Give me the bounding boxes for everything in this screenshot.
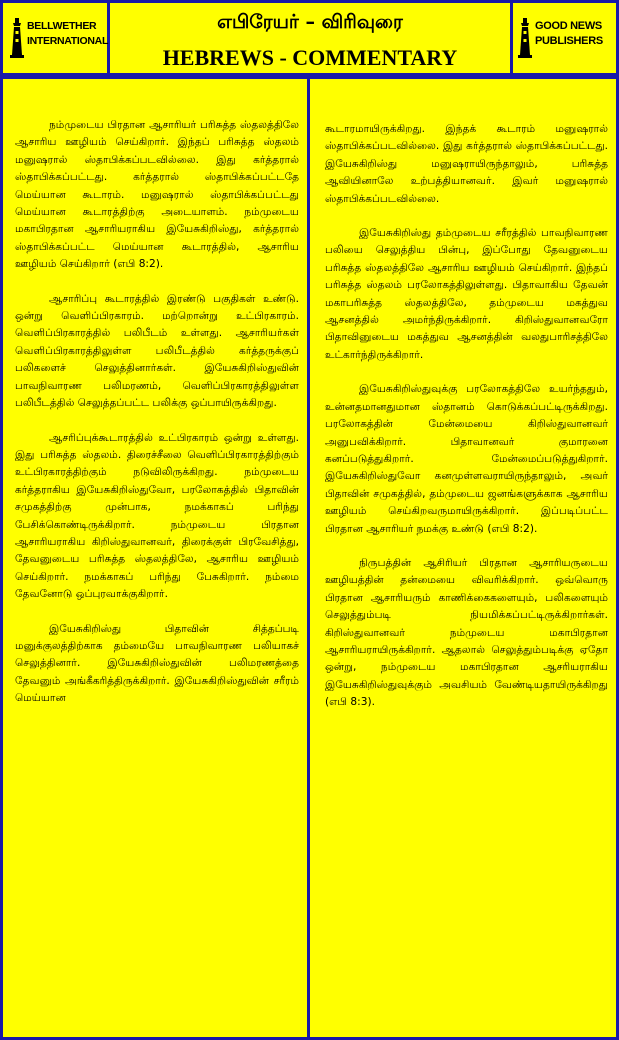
logo-text-left bbox=[27, 19, 108, 49]
right-column bbox=[313, 79, 616, 1037]
logo-text-right bbox=[535, 19, 603, 49]
publisher-logo-left bbox=[3, 3, 110, 73]
paragraph: ஆசரிப்புக்கூடாரத்தில் உட்பிரகாரம் ஒன்று உள்ளது. இது பரிசுத்த ஸ்தலம். திரைச்சீலை வெளிப்பிரகாரத்திற்கும் உட்பிரகாரத்திற்கும் நடுவிலிருக்கிறது. நம்முடைய கர்த்தராகிய இயேசுகிறிஸ்துவோ, பரலோகத்தில் பிதாவின் சமுகத்திற்கு முன்பாக, நமக்காகப் பரிந்து பேசிக்கொண்டிருக்கிறார். நம்முடைய பிரதான ஆசாரியராகிய கிறிஸ்துவானவர், திரைக்குள் பிரவேசித்து, தேவனுடைய பரிசுத்த ஸ்தலத்திலே, ஆசாரிய ஊழியம் செய்கிறார். நமக்காகப் பரிந்து பேசுகிறார். நம்மை தேவனோடு ஒப்புரவாக்குகிறார். bbox=[15, 431, 299, 601]
paragraph-continuation: கூடாரமாயிருக்கிறது. இந்தக் கூடாரம் மனுஷரால் ஸ்தாபிக்கப்படவில்லை. இது கர்த்தரால் ஸ்தாபிக்கப்பட்டது. இயேசுகிறிஸ்து மனுஷராயிருந்தாலும், பரிசுத்த ஆவியினாலே உற்பத்தியானவர். இவர் மனுஷரால் ஸ்தாபிக்கப்படவில்லை. bbox=[325, 123, 608, 205]
logo-right-line2: PUBLISHERS bbox=[535, 35, 603, 47]
title-english: HEBREWS - COMMENTARY bbox=[162, 45, 458, 70]
paragraph: நிருபத்தின் ஆசிரியர் பிரதான ஆசாரியருடைய ஊழியத்தின் தன்மையை விவரிக்கிறார். ஒவ்வொரு பிரதான ஆசாரியரும் காணிக்கைகளையும், பலிகளையும் செலுத்தும்படி நியமிக்கப்பட்டிருக்கிறார்கள். கிறிஸ்துவானவர் நம்முடைய மகாபிரதான ஆசாரியராயிருக்கிறார். ஆதலால் செலுத்தும்படிக்கு ஏதோ ஒன்று, நம்முடைய மகாபிரதான ஆசரியராகிய இயேசுகிறிஸ்துவுக்கும் அவசியம் வேண்டியதாயிருக்கிறது (எபி 8:3). bbox=[325, 556, 608, 709]
left-column bbox=[3, 79, 310, 1037]
paragraph: இயேசுகிறிஸ்துவுக்கு பரலோகத்திலே உயர்ந்ததும், உன்னதமானதுமான ஸ்தானம் கொடுக்கப்பட்டிருக்கிறது. பரலோகத்தின் மேன்மையை கிறிஸ்துவானவர் அனுபவிக்கிறார். பிதாவானவர் குமாரனை கனப்படுத்துகிறார். மேன்மைப்படுத்துகிறார். இயேசுகிறிஸ்துவோ கனமுள்ளவராயிருந்தாலும், அவர் பிதாவின் சமுகத்தில், தம்முடைய ஜனங்களுக்காக ஆசாரிய ஊழியம் செய்கிறவருமாயிருக்கிறார். இப்படிப்பட்ட பிரதான ஆசாரியர் நமக்கு உண்டு (எபி 8:2). bbox=[325, 383, 608, 535]
lighthouse-icon bbox=[517, 17, 533, 59]
publisher-logo-right bbox=[513, 3, 616, 73]
paragraph: இயேசுகிறிஸ்து பிதாவின் சித்தப்படி மனுக்குலத்திற்காக தம்மையே பாவநிவாரண பலியாகச் செலுத்தினார். இயேசுகிறிஸ்துவின் பலிமரணத்தை தேவனும் அங்கீகரித்திருக்கிறார். இயேசுகிறிஸ்துவின் சரீரம் மெய்யான bbox=[15, 622, 299, 705]
title-tamil: எபிரேயர் – விரிவுரை bbox=[217, 11, 403, 33]
commentary-body bbox=[0, 76, 619, 1040]
paragraph: ஆசாரிப்பு கூடாரத்தில் இரண்டு பகுதிகள் உண்டு. ஒன்று வெளிப்பிரகாரம். மற்றொன்று உட்பிரகாரம். வெளிப்பிரகாரத்தில் பலிபீடம் உள்ளது. ஆசாரியர்கள் வெளிப்பிரகாரத்திலுள்ள பலிபீடத்தில் கர்த்தருக்குப் பலிகளைச் செலுத்தினார்கள். இயேசுகிறிஸ்துவின் பாவநிவாரண பலிமரணம், வெளிப்பிரகாரத்திலுள்ள பலிபீடத்தில் செலுத்தப்பட்ட பலிக்கு ஒப்பாயிருக்கிறது. bbox=[15, 292, 299, 410]
title-block bbox=[110, 3, 513, 73]
header-banner bbox=[0, 0, 619, 76]
logo-left-line1: BELLWETHER bbox=[27, 20, 97, 32]
paragraph: நம்முடைய பிரதான ஆசாரியர் பரிசுத்த ஸ்தலத்திலே ஆசாரிய ஊழியம் செய்கிறார். இந்தப் பரிசுத்த ஸ்தலம் மனுஷரால் ஸ்தாபிக்கப்படவில்லை. இது கர்த்தரால் ஸ்தாபிக்கப்பட்டது. கர்த்தரால் ஸ்தாபிக்கப்பட்டதே மெய்யான கூடாரம். மனுஷரால் ஸ்தாபிக்கப்பட்டது மெய்யான கூடாரத்திற்கு அடையாளம். நம்முடைய மகாபிரதான ஆசாரியராகிய இயேசுகிறிஸ்து, கர்த்தரால் ஸ்தாபிக்கப்பட்ட மெய்யான கூடாரத்தில், ஆசாரிய ஊழியம் செய்கிறார் (எபி 8:2). bbox=[15, 119, 299, 271]
logo-right-line1: GOOD NEWS bbox=[535, 20, 602, 32]
logo-left-line2: INTERNATIONAL bbox=[27, 35, 109, 47]
paragraph: இயேசுகிறிஸ்து தம்முடைய சரீரத்தில் பாவநிவாரண பலியை செலுத்திய பின்பு, இப்போது தேவனுடைய பரிசுத்த ஸ்தலத்திலே ஆசாரிய ஊழியம் செய்கிறார். இந்தப் பரிசுத்த ஸ்தலம் பரலோகத்திலுள்ளது. பிதாவாகிய தேவன் மகாபரிசுத்த ஸ்தலத்திலே, தம்முடைய மகத்துவ ஆசனத்தில் அமர்ந்திருக்கிறார். கிறிஸ்துவானவரோ பிதாவினுடைய மகத்துவ ஆசனத்தின் வலதுபாரிசத்திலே உட்கார்ந்திருக்கிறார். bbox=[325, 227, 608, 361]
lighthouse-icon bbox=[9, 17, 25, 59]
